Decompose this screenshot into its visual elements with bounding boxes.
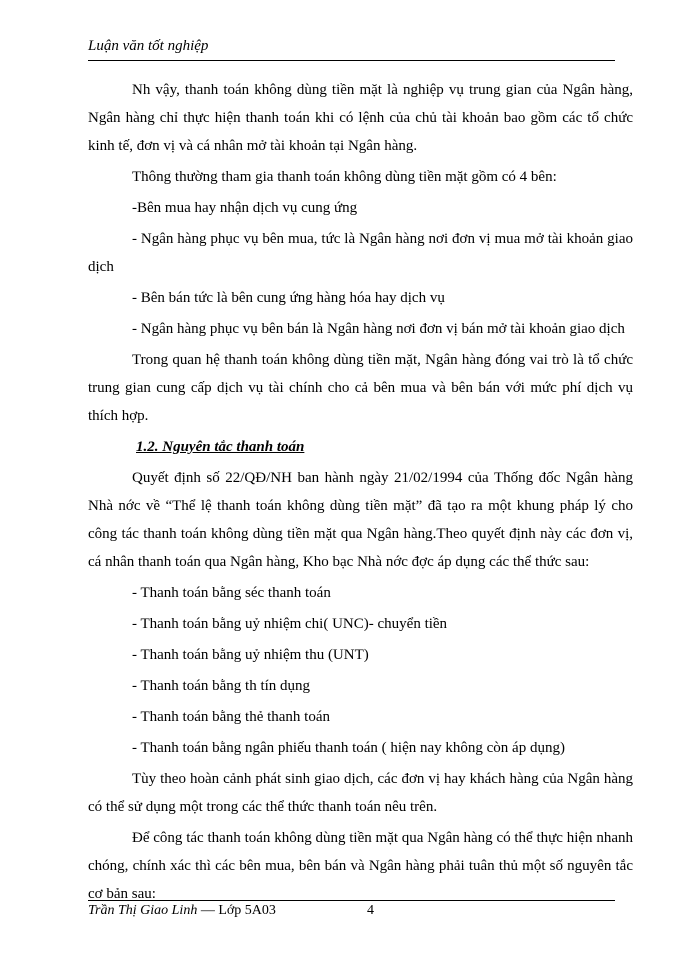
footer xyxy=(88,903,276,919)
list-item: - Bên bán tức là bên cung ứng hàng hóa hay dịch vụ xyxy=(132,290,445,306)
paragraph: Tùy theo hoàn cảnh phát sinh giao dịch, các đơn vị hay khách hàng của Ngân hàng có thể sử dụng một trong các thể thức thanh toán nêu trên. xyxy=(88,771,633,815)
paragraph: Thông thường tham gia thanh toán không dùng tiền mặt gồm có 4 bên: xyxy=(132,169,557,185)
document-body xyxy=(88,76,633,908)
footer-separator: — xyxy=(197,903,219,918)
footer-author: Trần Thị Giao Linh xyxy=(88,903,198,918)
paragraph: Nh vậy, thanh toán không dùng tiền mặt là nghiệp vụ trung gian của Ngân hàng, Ngân hàng chỉ thực hiện thanh toán khi có lệnh của chủ tài khoản bao gồm các tổ chức kinh tế, đơn vị và cá nhân mở tài khoản tại Ngân hàng. xyxy=(88,82,633,154)
paragraph: Trong quan hệ thanh toán không dùng tiền mặt, Ngân hàng đóng vai trò là tổ chức trung gian cung cấp dịch vụ tài chính cho cả bên mua và bên bán với mức phí dịch vụ thích hợp. xyxy=(88,352,633,424)
header-divider xyxy=(88,60,615,61)
list-item: - Thanh toán bằng uỷ nhiệm chi( UNC)- chuyển tiền xyxy=(132,616,448,632)
list-item: - Thanh toán bằng ngân phiếu thanh toán ( hiện nay không còn áp dụng) xyxy=(132,740,565,756)
list-item: - Thanh toán bằng thẻ thanh toán xyxy=(132,709,331,725)
footer-class: Lớp 5A03 xyxy=(218,903,276,918)
list-item: - Ngân hàng phục vụ bên mua, tức là Ngân hàng nơi đơn vị mua mở tài khoản giao dịch xyxy=(88,231,633,275)
list-item: - Thanh toán bằng séc thanh toán xyxy=(132,585,331,601)
footer-divider xyxy=(88,900,615,901)
list-item: -Bên mua hay nhận dịch vụ cung ứng xyxy=(132,200,358,216)
header-title: Luận văn tốt nghiệp xyxy=(88,38,209,54)
section-heading: 1.2. Nguyên tắc thanh toán xyxy=(136,439,305,455)
paragraph: Quyết định số 22/QĐ/NH ban hành ngày 21/02/1994 của Thống đốc Ngân hàng Nhà nớc về “Thể lệ thanh toán không dùng tiền mặt” đã tạo ra một khung pháp lý cho công tác thanh toán không dùng tiền mặt qua Ngân hàng.Theo quyết định này các đơn vị, cá nhân thanh toán qua Ngân hàng, Kho bạc Nhà nớc đợc áp dụng các thể thức sau: xyxy=(88,470,633,570)
paragraph: Để công tác thanh toán không dùng tiền mặt qua Ngân hàng có thể thực hiện nhanh chóng, chính xác thì các bên mua, bên bán và Ngân hàng phải tuân thủ một số nguyên tắc cơ bản sau: xyxy=(88,830,633,902)
list-item: - Ngân hàng phục vụ bên bán là Ngân hàng nơi đơn vị bán mở tài khoản giao dịch xyxy=(132,321,625,337)
page-number: 4 xyxy=(367,903,374,918)
list-item: - Thanh toán bằng th tín dụng xyxy=(132,678,311,694)
list-item: - Thanh toán bằng uỷ nhiệm thu (UNT) xyxy=(132,647,369,663)
